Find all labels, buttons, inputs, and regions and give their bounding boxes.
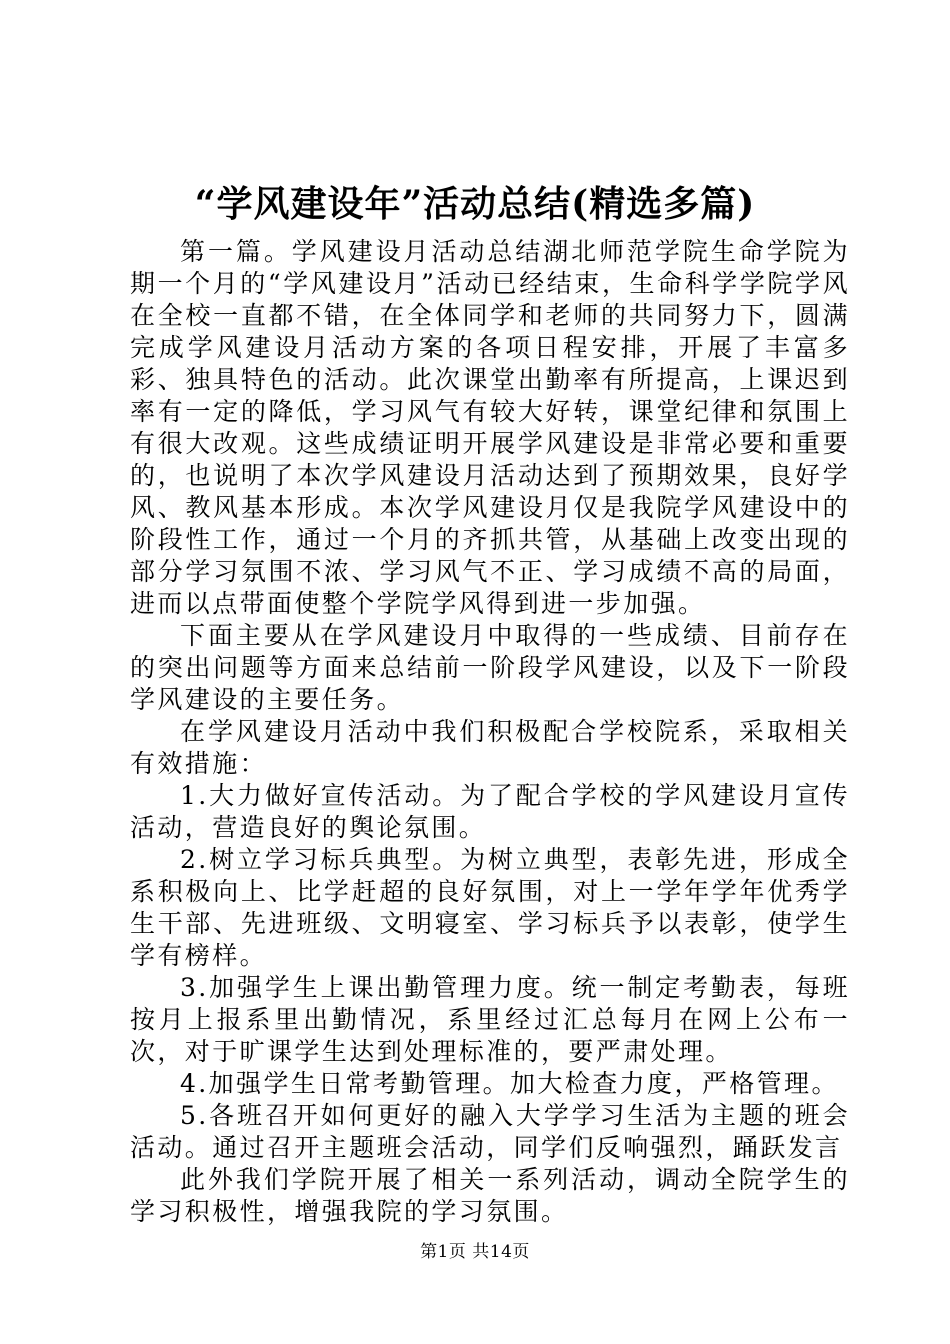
document-body (130, 236, 850, 1228)
paragraph-overview: 下面主要从在学风建设月中取得的一些成绩、目前存在的突出问题等方面来总结前一阶段学风建设，以及下一阶段学风建设的主要任务。 (130, 621, 850, 714)
page-number: 第1页 共14页 (420, 1242, 530, 1262)
paragraph-intro: 第一篇。学风建设月活动总结湖北师范学院生命学院为期一个月的“学风建设月”活动已经结束，生命科学学院学风在全校一直都不错，在全体同学和老师的共同努力下，圆满完成学风建设月活动方案的各项日程安排，开展了丰富多彩、独具特色的活动。此次课堂出勤率有所提高，上课迟到率有一定的降低，学习风气有较大好转，课堂纪律和氛围上有很大改观。这些成绩证明开展学风建设是非常必要和重要的，也说明了本次学风建设月活动达到了预期效果，良好学风、教风基本形成。本次学风建设月仅是我院学风建设中的阶段性工作，通过一个月的齐抓共管，从基础上改变出现的部分学习氛围不浓、学习风气不正、学习成绩不高的局面，进而以点带面使整个学院学风得到进一步加强。 (130, 237, 850, 618)
paragraph-additional: 此外我们学院开展了相关一系列活动，调动全院学生的学习积极性，增强我院的学习氛围。 (130, 1165, 850, 1226)
list-item-role-models: 2.树立学习标兵典型。为树立典型，表彰先进，形成全系积极向上、比学赶超的良好氛围，对上一学年学年优秀学生干部、先进班级、文明寝室、学习标兵予以表彰，使学生学有榜样。 (130, 845, 850, 970)
list-item-daily-checks: 4.加强学生日常考勤管理。加大检查力度，严格管理。 (180, 1069, 839, 1098)
list-item-publicity: 1.大力做好宣传活动。为了配合学校的学风建设月宣传活动，营造良好的舆论氛围。 (130, 781, 850, 842)
list-item-class-meetings: 5.各班召开如何更好的融入大学学习生活为主题的班会活动。通过召开主题班会活动，同学们反响强烈，踊跃发言 (130, 1101, 850, 1162)
paragraph-measures-intro: 在学风建设月活动中我们积极配合学校院系，采取相关有效措施： (130, 717, 850, 778)
document-title: “学风建设年”活动总结(精选多篇) (194, 183, 756, 225)
list-item-attendance: 3.加强学生上课出勤管理力度。统一制定考勤表，每班按月上报系里出勤情况，系里经过汇总每月在网上公布一次，对于旷课学生达到处理标准的，要严肃处理。 (130, 973, 850, 1066)
